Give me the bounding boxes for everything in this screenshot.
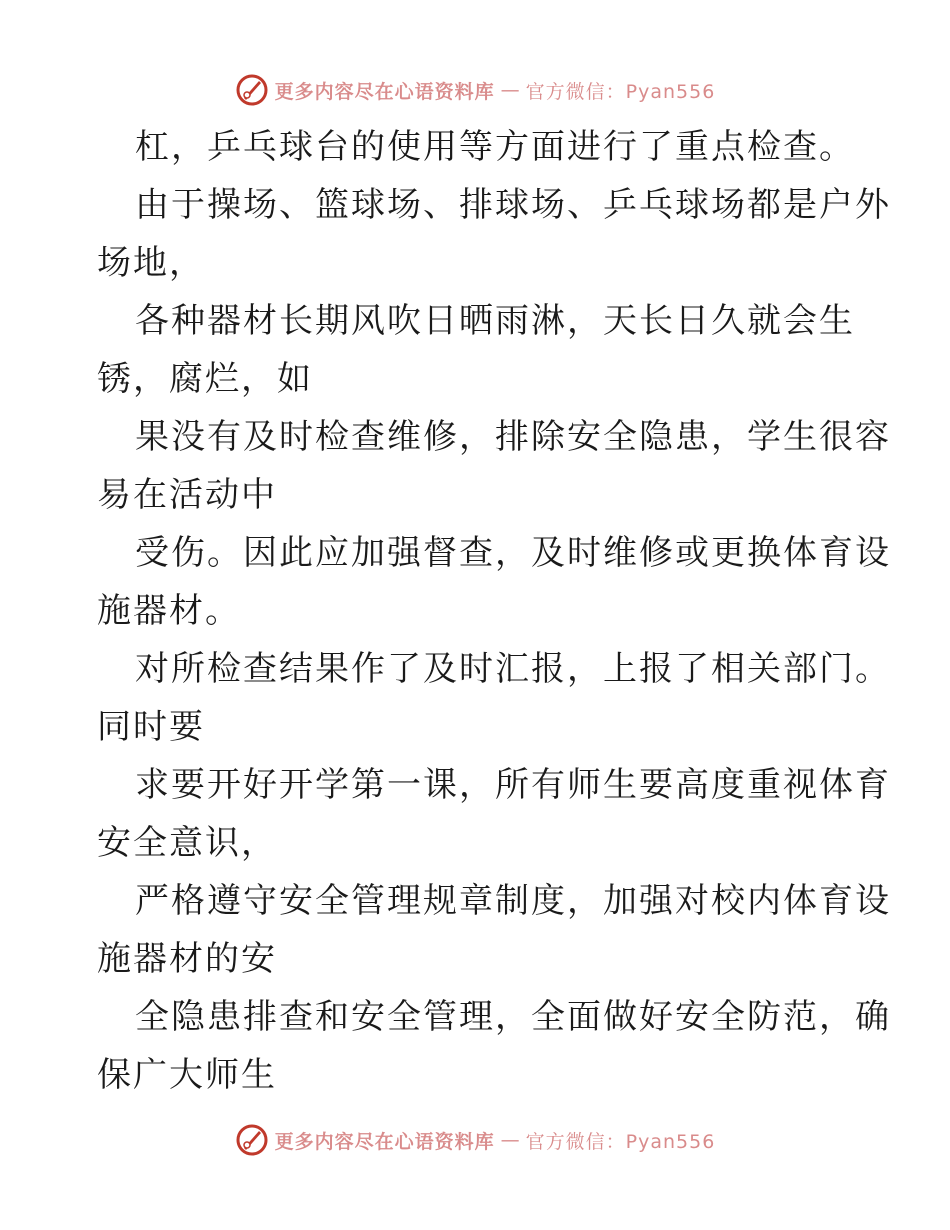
- body-text-line: 易在活动中: [97, 475, 277, 515]
- body-text-line: 果没有及时检查维修，排除安全隐患，学生很容: [135, 417, 891, 457]
- watermark-text: 更多内容尽在心语资料库: [274, 1130, 495, 1153]
- quill-logo-icon: [235, 73, 269, 107]
- body-text-line: 保广大师生: [97, 1055, 277, 1095]
- quill-logo-icon: [235, 1123, 269, 1157]
- body-text-line: 同时要: [97, 707, 205, 747]
- watermark-contact: 官方微信：Pyan556: [525, 80, 716, 103]
- body-text-line: 杠，乒乓球台的使用等方面进行了重点检查。: [135, 127, 855, 167]
- body-text-line: 场地，: [97, 243, 205, 283]
- watermark-dash: —: [500, 1129, 520, 1151]
- body-text-line: 全隐患排查和安全管理，全面做好安全防范，确: [135, 997, 891, 1037]
- body-text-line: 各种器材长期风吹日晒雨淋，天长日久就会生: [135, 301, 855, 341]
- footer-watermark: [0, 1120, 950, 1160]
- body-text-line: 锈，腐烂，如: [97, 359, 313, 399]
- body-text-line: 施器材的安: [97, 939, 277, 979]
- document-body: [97, 118, 891, 1104]
- body-text-line: 施器材。: [97, 591, 241, 631]
- watermark-contact: 官方微信：Pyan556: [525, 1130, 716, 1153]
- watermark-text: 更多内容尽在心语资料库: [274, 80, 495, 103]
- body-text-line: 对所检查结果作了及时汇报，上报了相关部门。: [135, 649, 891, 689]
- body-text-line: 受伤。因此应加强督查，及时维修或更换体育设: [135, 533, 891, 573]
- body-text-line: 由于操场、篮球场、排球场、乒乓球场都是户外: [135, 185, 891, 225]
- header-watermark: [0, 70, 950, 110]
- body-text-line: 求要开好开学第一课，所有师生要高度重视体育: [135, 765, 891, 805]
- body-text-line: 严格遵守安全管理规章制度，加强对校内体育设: [135, 881, 891, 921]
- body-text-line: 安全意识，: [97, 823, 277, 863]
- watermark-dash: —: [500, 79, 520, 101]
